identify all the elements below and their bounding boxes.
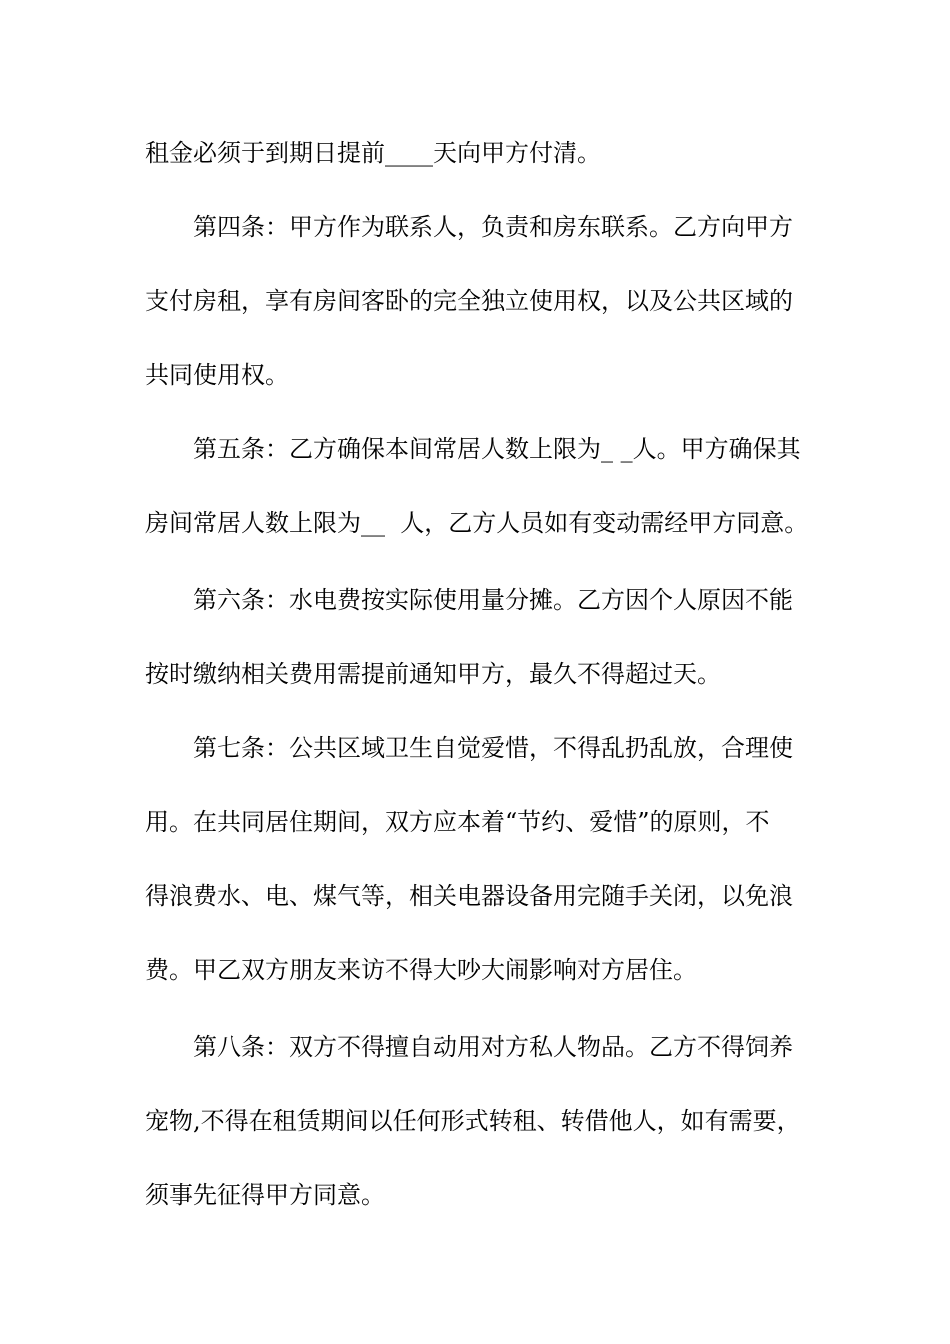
- paragraph-line: 房间常居人数上限为__ 人，乙方人员如有变动需经甲方同意。: [145, 509, 809, 537]
- paragraph-line: 支付房租，享有房间客卧的完全独立使用权，以及公共区域的: [145, 287, 793, 315]
- article-6-heading-line: 第六条：水电费按实际使用量分摊。乙方因个人原因不能: [193, 586, 793, 614]
- paragraph-line: 费。甲乙双方朋友来访不得大吵大闹影响对方居住。: [145, 956, 697, 984]
- paragraph-line: 宠物,不得在租赁期间以任何形式转租、转借他人，如有需要，: [145, 1107, 801, 1135]
- paragraph-line: 得浪费水、电、煤气等，相关电器设备用完随手关闭，以免浪: [145, 882, 793, 910]
- paragraph-line: 租金必须于到期日提前____天向甲方付清。: [145, 139, 601, 167]
- article-7-heading-line: 第七条：公共区域卫生自觉爱惜，不得乱扔乱放，合理使: [193, 734, 793, 762]
- paragraph-line: 用。在共同居住期间，双方应本着“节约、爱惜”的原则，不: [145, 808, 770, 836]
- article-4-heading-line: 第四条：甲方作为联系人，负责和房东联系。乙方向甲方: [193, 213, 793, 241]
- paragraph-line: 共同使用权。: [145, 361, 289, 389]
- article-5-heading-line: 第五条：乙方确保本间常居人数上限为_ _人。甲方确保其: [193, 435, 801, 463]
- article-8-heading-line: 第八条：双方不得擅自动用对方私人物品。乙方不得饲养: [193, 1033, 793, 1061]
- paragraph-line: 按时缴纳相关费用需提前通知甲方，最久不得超过天。: [145, 660, 721, 688]
- paragraph-line: 须事先征得甲方同意。: [145, 1181, 385, 1209]
